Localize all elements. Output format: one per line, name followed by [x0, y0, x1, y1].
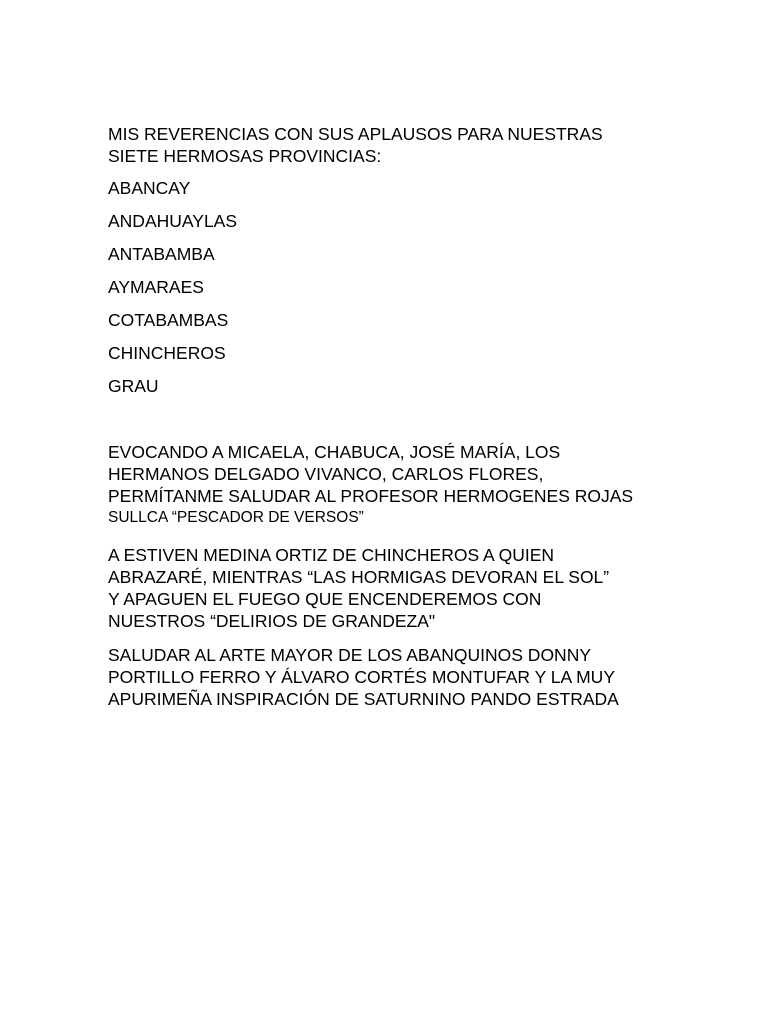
province-item: CHINCHEROS	[108, 343, 226, 363]
paragraph-line: APURIMEÑA INSPIRACIÓN DE SATURNINO PANDO ESTRADA	[108, 689, 619, 709]
province-item: COTABAMBAS	[108, 310, 229, 330]
paragraph-line: Y APAGUEN EL FUEGO QUE ENCENDEREMOS CON	[108, 589, 542, 609]
province-item: ABANCAY	[108, 178, 191, 198]
paragraph-line: PORTILLO FERRO Y ÁLVARO CORTÉS MONTUFAR Y LA MUY	[108, 667, 615, 687]
paragraph-line: HERMANOS DELGADO VIVANCO, CARLOS FLORES,	[108, 464, 544, 484]
province-item: ANTABAMBA	[108, 244, 215, 264]
paragraph-line: PERMÍTANME SALUDAR AL PROFESOR HERMOGENES ROJAS	[108, 486, 634, 506]
paragraph-line: SALUDAR AL ARTE MAYOR DE LOS ABANQUINOS DONNY	[108, 645, 592, 665]
paragraph-line: ABRAZARÉ, MIENTRAS “LAS HORMIGAS DEVORAN EL SOL”	[108, 567, 610, 587]
province-list	[108, 177, 748, 408]
evocando-paragraph	[108, 441, 748, 529]
province-item: ANDAHUAYLAS	[108, 211, 238, 231]
paragraph-line: EVOCANDO A MICAELA, CHABUCA, JOSÉ MARÍA, LOS	[108, 442, 561, 462]
intro-paragraph	[108, 123, 748, 167]
intro-line: MIS REVERENCIAS CON SUS APLAUSOS PARA NUESTRAS	[108, 124, 603, 144]
paragraph-line: A ESTIVEN MEDINA ORTIZ DE CHINCHEROS A QUIEN	[108, 545, 555, 565]
saludar-paragraph	[108, 644, 748, 710]
paragraph-line: NUESTROS “DELIRIOS DE GRANDEZA"	[108, 611, 436, 631]
estiven-paragraph	[108, 544, 748, 632]
paragraph-line: SULLCA “PESCADOR DE VERSOS”	[108, 509, 364, 526]
intro-line: SIETE HERMOSAS PROVINCIAS:	[108, 146, 382, 166]
province-item: AYMARAES	[108, 277, 204, 297]
province-item: GRAU	[108, 376, 159, 396]
